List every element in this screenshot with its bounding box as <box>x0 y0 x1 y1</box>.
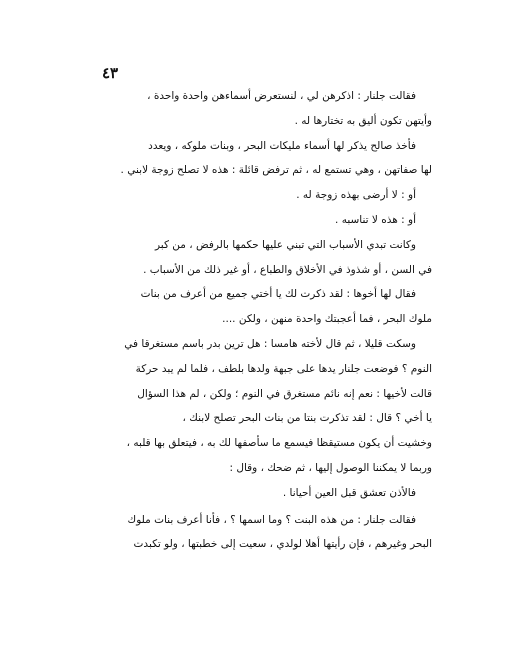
text-line: وأيتهن تكون أليق به تختارها له . <box>294 114 432 127</box>
text-line: فأخذ صالح يذكر لها أسماء مليكات البحر ، وبنات ملوكه ، ويعدد <box>148 139 416 152</box>
text-line: أو : لا أرضى بهذه زوجة له . <box>296 189 416 202</box>
text-line: لها صفاتهن ، وهي تستمع له ، ثم ترفض قائلة : هذه لا تصلح زوجة لابني . <box>120 164 432 177</box>
text-line: ملوك البحر ، فما أعجبتك واحدة منهن ، ولكن .... <box>222 313 432 326</box>
text-line: فالأذن تعشق قبل العين أحيانا . <box>282 486 416 499</box>
text-line: أو : هذه لا تناسبه . <box>335 213 416 226</box>
text-line: النوم ؟ فوضعت جلنار يدها على جبهة ولدها بلطف ، فلما لم يبد حركة <box>135 362 432 375</box>
text-line: وسكت قليلا ، ثم قال لأخته هامسا : هل ترين بدر باسم مستغرقا في <box>124 337 416 350</box>
body-text <box>100 84 432 557</box>
text-line: فقال لها أخوها : لقد ذكرت لك يا أختي جميع من أعرف من بنات <box>140 288 416 301</box>
text-line: قالت لأخيها : نعم إنه نائم مستغرق في النوم ؛ ولكن ، لم هذا السؤال <box>137 387 432 400</box>
text-line: في السن ، أو شذوذ في الأخلاق والطباع ، أو غير ذلك من الأسباب . <box>143 263 432 276</box>
text-line: وخشيت أن يكون مستيقظا فيسمع ما سأصفها لك به ، فيتعلق بها قلبه ، <box>126 437 432 450</box>
text-line: فقالت جلنار : من هذه البنت ؟ وما اسمها ؟ ، فأنا أعرف بنات ملوك <box>127 513 416 526</box>
text-line: يا أخي ؟ قال : لقد تذكرت بنتا من بنات البحر تصلح لابنك ، <box>182 412 432 425</box>
text-line: وكانت تبدي الأسباب التي تبني عليها حكمها بالرفض ، من كبر <box>154 238 416 251</box>
text-line: فقالت جلنار : اذكرهن لي ، لنستعرض أسماءهن واحدة واحدة ، <box>147 90 416 102</box>
text-line: البحر وغيرهم ، فإن رأيتها أهلا لولدي ، سعيت إلى خطبتها ، ولو تكبدت <box>133 538 432 551</box>
page-number: ٤٣ <box>102 64 119 82</box>
text-line: وربما لا يمكننا الوصول إليها ، ثم ضحك ، وقال : <box>229 461 432 474</box>
